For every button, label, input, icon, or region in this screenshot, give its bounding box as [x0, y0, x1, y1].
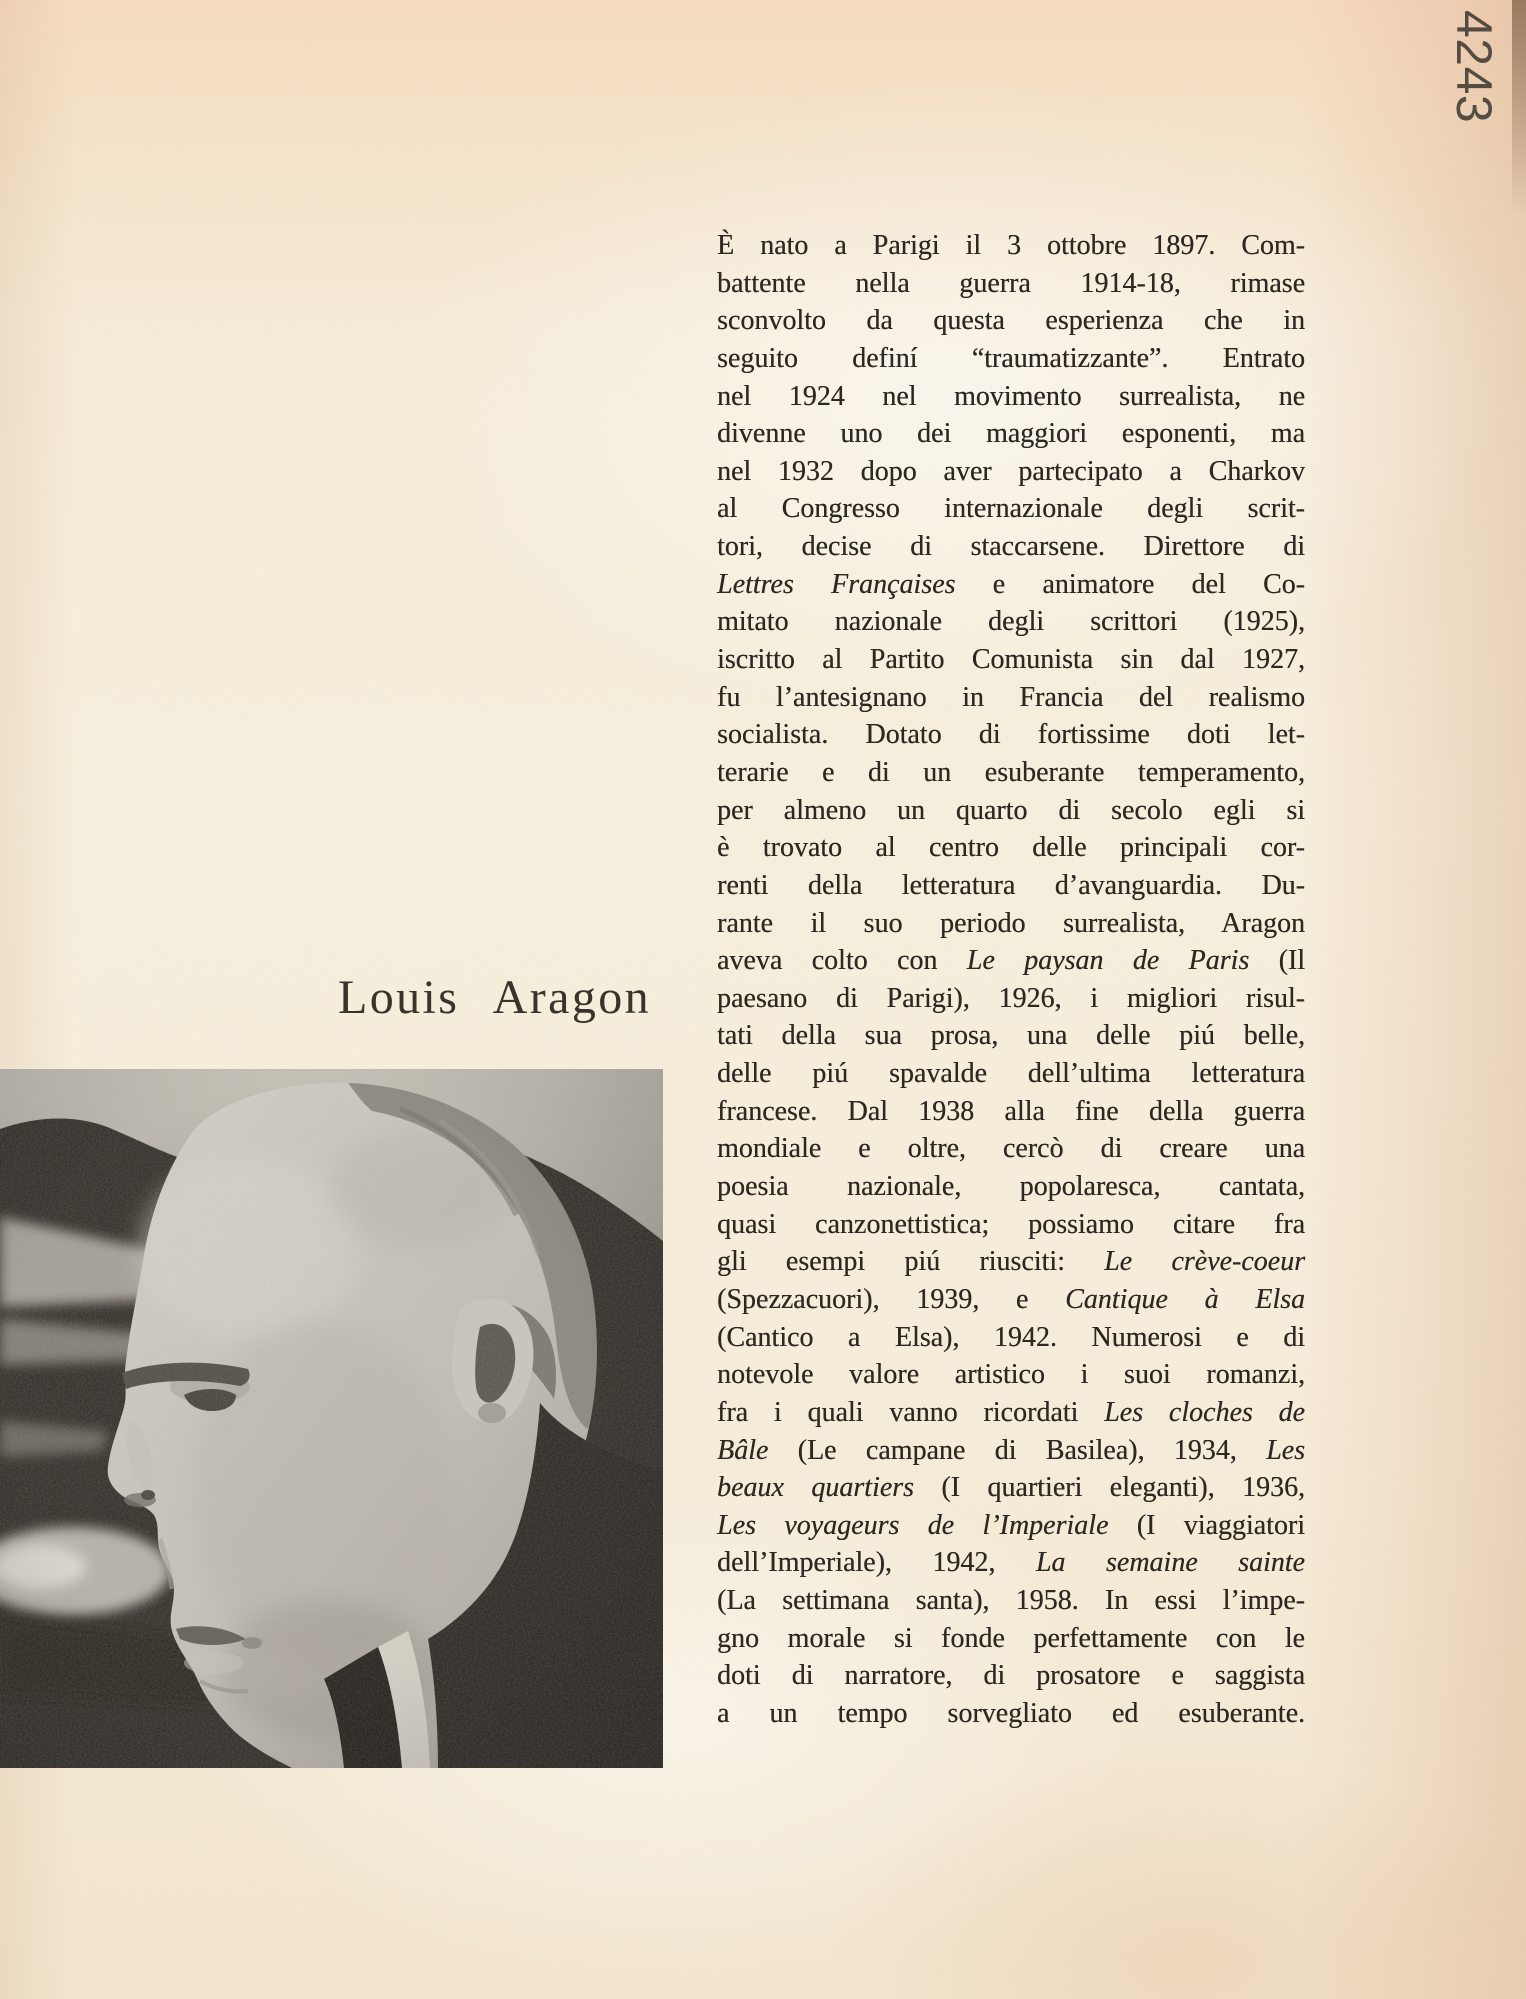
text-line: sconvolto da questa esperienza che in [717, 305, 1305, 337]
text-line: beaux quartiers (I quartieri eleganti), 1936, [717, 1472, 1305, 1504]
text-line: al Congresso internazionale degli scrit- [717, 493, 1305, 525]
biography-text [717, 227, 1305, 1733]
text-line: gli esempi piú riusciti: Le crève-coeur [717, 1246, 1305, 1278]
text-line: francese. Dal 1938 alla fine della guerra [717, 1095, 1305, 1127]
text-line: iscritto al Partito Comunista sin dal 1927, [717, 644, 1305, 676]
text-line: delle piú spavalde dell’ultima letteratura [717, 1058, 1305, 1090]
text-line: nel 1924 nel movimento surrealista, ne [717, 380, 1305, 412]
text-line: fu l’antesignano in Francia del realismo [717, 681, 1305, 713]
text-line: è trovato al centro delle principali cor- [717, 832, 1305, 864]
text-line: battente nella guerra 1914-18, rimase [717, 267, 1305, 299]
text-line: tati della sua prosa, una delle piú belle, [717, 1020, 1305, 1052]
portrait-photo-image [0, 1069, 663, 1768]
text-line: poesia nazionale, popolaresca, cantata, [717, 1171, 1305, 1203]
text-line: mitato nazionale degli scrittori (1925), [717, 606, 1305, 638]
text-line: gno morale si fonde perfettamente con le [717, 1622, 1305, 1654]
text-line: per almeno un quarto di secolo egli si [717, 794, 1305, 826]
text-line: doti di narratore, di prosatore e saggista [717, 1660, 1305, 1692]
text-line: dell’Imperiale), 1942, La semaine sainte [717, 1547, 1305, 1579]
text-line: aveva colto con Le paysan de Paris (Il [717, 945, 1305, 977]
text-line: Les voyageurs de l’Imperiale (I viaggiatori [717, 1509, 1305, 1541]
text-line: terarie e di un esuberante temperamento, [717, 756, 1305, 788]
text-line: seguito definí “traumatizzante”. Entrato [717, 342, 1305, 374]
text-line: quasi canzonettistica; possiamo citare fra [717, 1208, 1305, 1240]
text-line: socialista. Dotato di fortissime doti let- [717, 719, 1305, 751]
text-line: È nato a Parigi il 3 ottobre 1897. Com- [717, 230, 1305, 261]
text-line: fra i quali vanno ricordati Les cloches de [717, 1396, 1305, 1428]
page-edge-shadow [1512, 0, 1526, 215]
text-line: mondiale e oltre, cercò di creare una [717, 1133, 1305, 1165]
text-line: nel 1932 dopo aver partecipato a Charkov [717, 455, 1305, 487]
text-line: rante il suo periodo surrealista, Aragon [717, 907, 1305, 939]
portrait-photo [0, 1069, 663, 1768]
text-line: renti della letteratura d’avanguardia. Du- [717, 869, 1305, 901]
text-line: divenne uno dei maggiori esponenti, ma [717, 418, 1305, 450]
text-line: (La settimana santa), 1958. In essi l’impe- [717, 1585, 1305, 1617]
text-line: Bâle (Le campane di Basilea), 1934, Les [717, 1434, 1305, 1466]
text-line: paesano di Parigi), 1926, i migliori risul- [717, 982, 1305, 1014]
page-number-stamp: 4243 [1446, 10, 1502, 124]
photo-caption: Louis Aragon [338, 971, 652, 1024]
text-line: notevole valore artistico i suoi romanzi, [717, 1359, 1305, 1391]
text-line: Lettres Françaises e animatore del Co- [717, 568, 1305, 600]
text-line: a un tempo sorvegliato ed esuberante. [717, 1697, 1305, 1729]
text-line: (Spezzacuori), 1939, e Cantique à Elsa [717, 1283, 1305, 1315]
text-line: (Cantico a Elsa), 1942. Numerosi e di [717, 1321, 1305, 1353]
text-line: tori, decise di staccarsene. Direttore di [717, 531, 1305, 563]
